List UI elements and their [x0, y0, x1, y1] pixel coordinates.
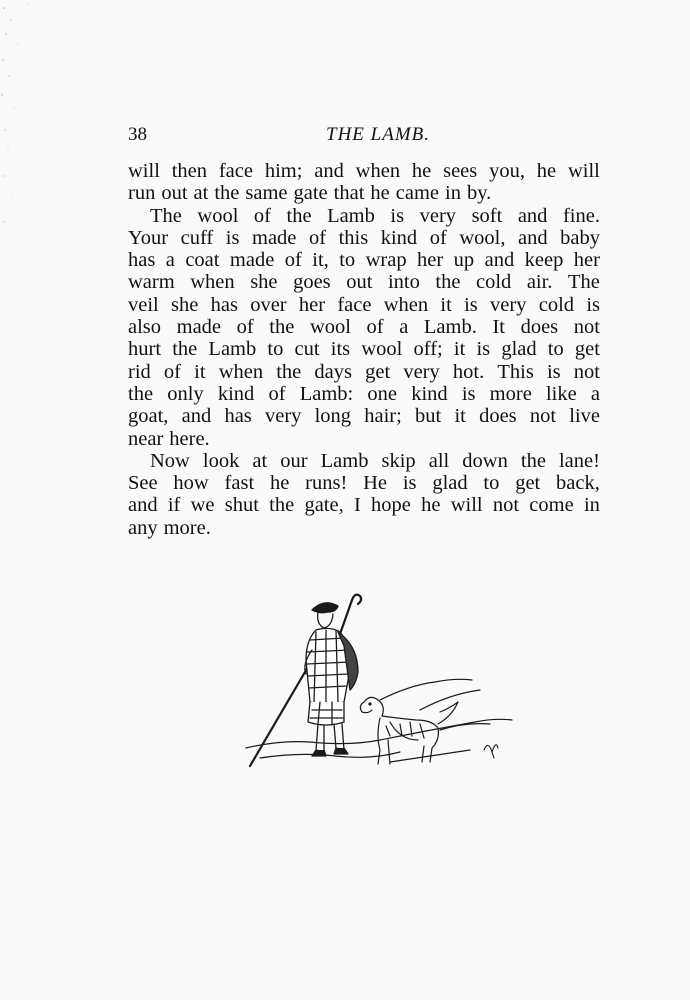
- word: will: [567, 160, 600, 182]
- word: he: [536, 160, 557, 182]
- word: of: [236, 316, 254, 339]
- word: the: [172, 338, 198, 361]
- word: long: [314, 405, 352, 428]
- word: face: [337, 293, 372, 316]
- word: This: [497, 360, 534, 383]
- word: cuff: [180, 226, 214, 249]
- word: gate: [293, 182, 328, 205]
- word: back,: [556, 472, 600, 495]
- word: to: [339, 249, 356, 272]
- word: like: [545, 382, 577, 405]
- word: Lamb:: [299, 382, 354, 405]
- word: veil: [128, 293, 159, 316]
- word: and: [181, 405, 212, 428]
- word: he: [269, 472, 290, 495]
- text-line: [128, 205, 600, 227]
- word: we: [190, 494, 215, 517]
- text-line: [128, 361, 600, 383]
- word: kind: [380, 226, 418, 249]
- word: of: [366, 316, 384, 339]
- word: to: [267, 338, 284, 361]
- word: I: [353, 494, 361, 517]
- word: him;: [264, 160, 303, 182]
- word: down: [462, 449, 508, 472]
- word: you,: [489, 160, 525, 182]
- word: does: [520, 316, 559, 339]
- shepherd-with-dog-illustration: [240, 590, 520, 775]
- word: and: [128, 494, 158, 517]
- text-line: [128, 182, 600, 204]
- word: soft: [471, 204, 503, 227]
- word: it,: [312, 249, 329, 272]
- word: fine.: [562, 204, 600, 227]
- word: any: [128, 516, 158, 539]
- body-text: [128, 160, 600, 539]
- word: is: [390, 204, 405, 227]
- text-line: [128, 405, 600, 427]
- word: the: [269, 494, 295, 517]
- word: The: [150, 204, 182, 227]
- word: he: [421, 494, 441, 517]
- word: is: [586, 293, 600, 316]
- word: to: [483, 472, 500, 495]
- word: kind: [411, 382, 448, 405]
- word: days: [314, 360, 352, 383]
- text-line: [128, 294, 600, 316]
- word: our: [280, 449, 308, 472]
- word: Lamb: [327, 204, 375, 227]
- word: made: [229, 249, 275, 272]
- word: is: [464, 293, 478, 316]
- text-line: [128, 227, 600, 249]
- word: came: [395, 182, 440, 205]
- running-title: THE LAMB.: [326, 124, 430, 145]
- word: gate,: [304, 494, 344, 517]
- word: off;: [413, 338, 443, 361]
- word: a: [399, 316, 409, 339]
- word: cold: [538, 293, 575, 316]
- word: is: [476, 338, 491, 361]
- word: of: [284, 249, 302, 272]
- word: It: [492, 316, 505, 339]
- word: wool,: [459, 226, 506, 249]
- word: out: [346, 271, 373, 294]
- word: her: [573, 249, 600, 272]
- word: a: [590, 382, 600, 405]
- word: of: [308, 226, 327, 249]
- page-edge-speckle: [0, 0, 60, 240]
- word: has: [210, 293, 238, 316]
- word: wool: [197, 204, 239, 227]
- word: not: [573, 316, 600, 339]
- word: she: [250, 271, 278, 294]
- word: in: [583, 494, 600, 517]
- word: it: [194, 360, 206, 383]
- word: is: [546, 360, 561, 383]
- word: not: [529, 405, 557, 428]
- word: and: [517, 204, 548, 227]
- word: shut: [224, 494, 259, 517]
- word: look: [202, 449, 240, 472]
- text-line: [128, 517, 600, 539]
- word: over: [250, 293, 287, 316]
- word: at: [252, 449, 268, 472]
- word: in: [445, 182, 461, 205]
- word: rid: [128, 360, 151, 383]
- word: He: [363, 472, 387, 495]
- word: face: [218, 160, 253, 182]
- word: air.: [526, 271, 553, 294]
- word: glad: [432, 472, 468, 495]
- word: sees: [443, 160, 478, 182]
- word: is: [402, 472, 417, 495]
- word: by.: [466, 182, 492, 205]
- word: to: [547, 338, 564, 361]
- word: hope: [371, 494, 411, 517]
- word: out: [161, 182, 188, 205]
- word: he: [370, 182, 390, 205]
- word: her: [417, 249, 444, 272]
- word: See: [128, 472, 158, 495]
- word: skip: [381, 449, 416, 472]
- word: when: [218, 360, 264, 383]
- word: run: [128, 182, 156, 205]
- text-line: [128, 383, 600, 405]
- word: not: [573, 360, 600, 383]
- word: the: [269, 316, 295, 339]
- word: Lamb: [208, 338, 257, 361]
- word: more.: [163, 516, 211, 539]
- word: goat,: [128, 405, 169, 428]
- word: Now: [150, 449, 190, 472]
- word: hair;: [364, 405, 402, 428]
- word: it: [440, 293, 452, 316]
- word: glad: [501, 338, 537, 361]
- word: keep: [524, 249, 564, 272]
- word: very: [264, 405, 302, 428]
- word: the: [128, 382, 154, 405]
- word: of: [253, 204, 271, 227]
- word: same: [245, 182, 288, 205]
- page-number: 38: [128, 124, 147, 145]
- word: does: [479, 405, 517, 428]
- word: at: [193, 182, 209, 205]
- word: get: [365, 360, 391, 383]
- word: get: [574, 338, 600, 361]
- text-line: [128, 472, 600, 494]
- word: all: [428, 449, 450, 472]
- word: the: [214, 182, 240, 205]
- word: The: [568, 271, 600, 294]
- word: fast: [224, 472, 255, 495]
- word: has: [224, 405, 252, 428]
- word: he: [411, 160, 432, 182]
- word: more: [489, 382, 532, 405]
- word: of: [268, 382, 286, 405]
- word: how: [173, 472, 209, 495]
- text-line: [128, 316, 600, 338]
- word: the: [286, 204, 312, 227]
- word: coat: [185, 249, 220, 272]
- word: and: [484, 249, 515, 272]
- word: the: [435, 271, 461, 294]
- word: when: [355, 160, 401, 182]
- word: when: [190, 271, 235, 294]
- word: hot.: [452, 360, 485, 383]
- word: into: [387, 271, 420, 294]
- word: Your: [128, 226, 169, 249]
- word: live: [569, 405, 600, 428]
- word: a: [165, 249, 175, 272]
- text-line: [128, 450, 600, 472]
- word: and: [517, 226, 548, 249]
- word: come: [529, 494, 574, 517]
- word: will: [128, 160, 160, 182]
- text-line: [128, 338, 600, 360]
- word: of: [429, 226, 447, 249]
- word: her: [298, 293, 326, 316]
- word: made: [252, 226, 297, 249]
- word: runs!: [305, 472, 348, 495]
- text-line: [128, 249, 600, 271]
- word: but: [415, 405, 442, 428]
- word: only: [167, 382, 204, 405]
- word: when: [383, 293, 429, 316]
- word: made: [176, 316, 222, 339]
- text-line: [128, 160, 600, 182]
- word: she: [171, 293, 199, 316]
- word: one: [367, 382, 398, 405]
- word: it: [453, 338, 466, 361]
- word: up: [453, 249, 475, 272]
- running-head: [128, 124, 598, 148]
- word: has: [128, 249, 156, 272]
- word: very: [403, 360, 440, 383]
- word: it: [454, 405, 466, 428]
- word: wrap: [365, 249, 407, 272]
- word: not: [492, 494, 520, 517]
- word: cut: [294, 338, 320, 361]
- word: baby: [560, 226, 600, 249]
- word: Lamb: [320, 449, 369, 472]
- word: is: [461, 382, 476, 405]
- word: very: [419, 204, 457, 227]
- word: near: [128, 427, 164, 450]
- word: will: [450, 494, 483, 517]
- text-line: [128, 428, 600, 450]
- word: wool: [309, 316, 351, 339]
- word: if: [167, 494, 181, 517]
- word: the: [520, 449, 546, 472]
- word: of: [163, 360, 181, 383]
- word: very: [490, 293, 527, 316]
- word: this: [338, 226, 369, 249]
- text-line: [128, 494, 600, 516]
- word: is: [225, 226, 240, 249]
- word: lane!: [558, 449, 600, 472]
- word: and: [314, 160, 344, 182]
- word: kind: [217, 382, 255, 405]
- word: then: [171, 160, 208, 182]
- word: its: [330, 338, 351, 361]
- word: Lamb.: [423, 316, 477, 339]
- text-line: [128, 271, 600, 293]
- word: wool: [361, 338, 403, 361]
- word: also: [128, 316, 162, 339]
- word: goes: [293, 271, 331, 294]
- word: the: [276, 360, 302, 383]
- word: get: [515, 472, 541, 495]
- word: warm: [128, 271, 175, 294]
- word: hurt: [128, 338, 162, 361]
- word: that: [333, 182, 365, 205]
- word: here.: [169, 427, 210, 450]
- word: cold: [475, 271, 512, 294]
